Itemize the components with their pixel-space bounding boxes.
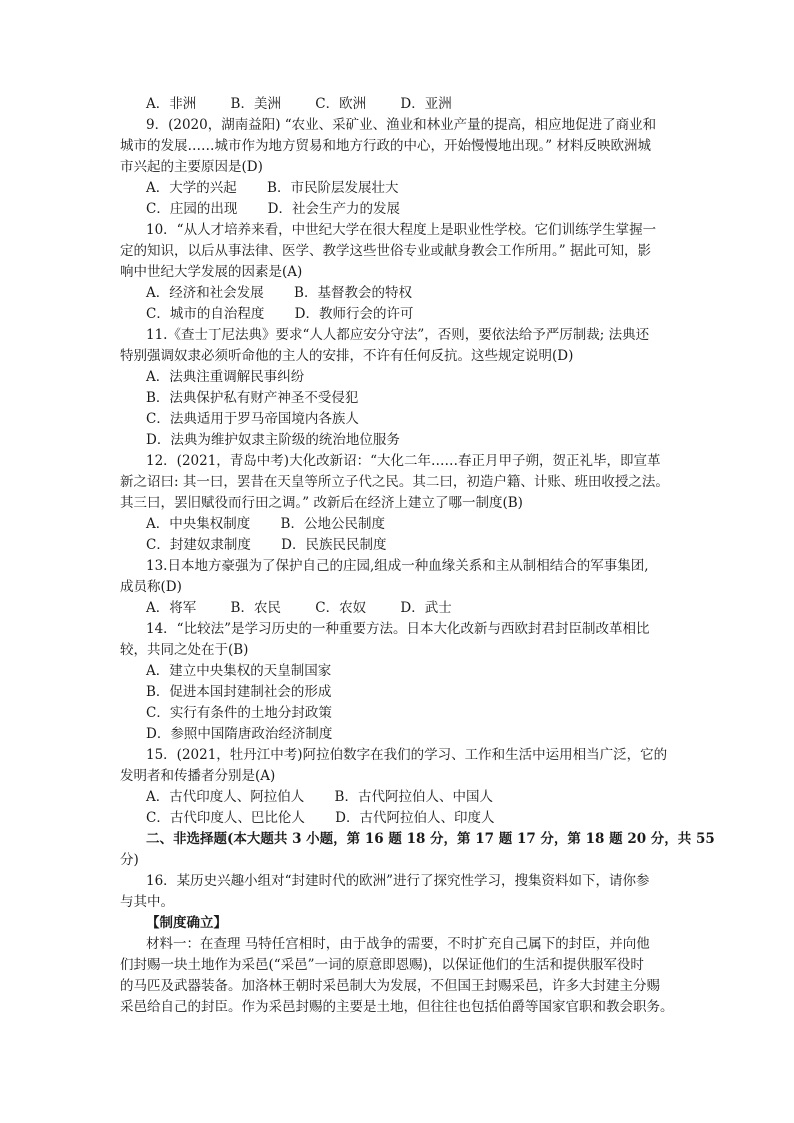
q10-stem-line: 响中世纪大学发展的因素是(A) [120,264,303,280]
q11-option-c: C．法典适用于罗马帝国境内各族人 [146,411,359,427]
q10-stem-line: 定的知识，以后从事法律、医学、教学这些世俗专业或献身教会工作所用。” 据此可知，影 [120,243,651,259]
q15-option-b: B．古代阿拉伯人、中国人 [334,789,493,805]
q9-option-d: D．社会生产力的发展 [267,201,400,217]
q12-option-d: D．民族民民制度 [281,537,387,553]
q13-options [120,598,682,619]
q10-options-row [120,304,682,325]
section-heading-cont: 分) [120,852,139,868]
q11-option-a: A．法典注重调解民事纠纷 [146,369,305,385]
q8-options [120,94,682,115]
q9-options-row [120,178,682,199]
q15-options-row [120,808,682,829]
q12-option-b: B．公地公民制度 [280,516,385,532]
q11-option-b: B．法典保护私有财产神圣不受侵犯 [146,390,359,406]
q11-stem-line: 特别强调奴隶必须听命他的主人的安排，不许有任何反抗。这些规定说明(D) [120,348,574,364]
section-heading: 二、非选择题(本大题共 3 小题，第 16 题 18 分，第 17 题 17 分，第 18 题 20 分，共 55 [146,831,715,847]
q12-stem-line: 新之诏曰: 其一曰，罢昔在天皇等所立子代之民。其二曰，初造户籍、计账、班田收授之法。 [120,474,669,490]
q13-stem-line: 成员称(D) [120,579,182,595]
q8-option-d: D．亚洲 [400,96,452,112]
q15-stem-line: 15．(2021，牡丹江中考)阿拉伯数字在我们的学习、工作和生活中运用相当广泛，它的 [146,747,668,763]
material-one-line: 采邑给自己的封臣。作为采邑封赐的主要是土地，但往往也包括伯爵等国家官职和教会职务。 [120,999,674,1015]
q9-options-row [120,199,682,220]
q9-option-c: C．庄园的出现 [146,201,238,217]
q9-option-a: A．大学的兴起 [146,180,237,196]
q13-option-d: D．武士 [400,600,452,616]
q10-option-b: B．基督教会的特权 [294,285,412,301]
q15-option-d: D．古代阿拉伯人、印度人 [335,810,495,826]
q11-option-d: D．法典为维护奴隶主阶级的统治地位服务 [146,432,400,448]
q9-option-b: B．市民阶层发展壮大 [267,180,399,196]
q14-stem-line: 14．“比较法”是学习历史的一种重要方法。日本大化改新与西欧封君封臣制改革相比 [146,621,650,637]
q14-option-d: D．参照中国隋唐政治经济制度 [146,726,333,742]
q10-option-d: D．教师行会的许可 [294,306,414,322]
q15-options-row [120,787,682,808]
q12-option-a: A．中央集权制度 [146,516,251,532]
q15-option-a: A．古代印度人、阿拉伯人 [146,789,305,805]
q8-option-c: C．欧洲 [315,96,367,112]
q12-options-row [120,535,682,556]
q14-option-c: C．实行有条件的土地分封政策 [146,705,332,721]
q13-stem-line: 13.日本地方豪强为了保护自己的庄园,组成一种血缘关系和主从制相结合的军事集团, [146,558,649,574]
q12-options-row [120,514,682,535]
q10-option-a: A．经济和社会发展 [146,285,264,301]
q8-option-b: B．美洲 [230,96,281,112]
material-one-line: 的马匹及武器装备。加洛林王朝时采邑制大为发展，不但国王封赐采邑，许多大封建主分赐 [120,978,660,994]
q13-option-b: B．农民 [230,600,281,616]
q12-stem-line: 其三曰，罢旧赋役而行田之调。” 改新后在经济上建立了哪一制度(B) [120,495,523,511]
q14-stem-line: 较，共同之处在于(B) [120,642,249,658]
q9-stem-line: 市兴起的主要原因是(D) [120,159,263,175]
q14-option-b: B．促进本国封建制社会的形成 [146,684,332,700]
q10-stem-line: 10．“从人才培养来看，中世纪大学在很大程度上是职业性学校。它们训练学生掌握一 [146,222,657,238]
q12-stem-line: 12．(2021，青岛中考)大化改新诏：“大化二年……春正月甲子朔，贺正礼毕，即宣革 [146,453,661,469]
q16-subheading: 【制度确立】 [146,915,227,931]
q14-option-a: A．建立中央集权的天皇制国家 [146,663,332,679]
q11-stem-line: 11.《查士丁尼法典》要求“人人都应安分守法”，否则，要依法给予严厉制裁; 法典还 [146,327,650,343]
q8-option-a: A．非洲 [146,96,197,112]
material-one-line: 们封赐一块土地作为采邑(“采邑”一词的原意即恩赐)，以保证他们的生活和提供服军役时 [120,957,644,973]
q15-stem-line: 发明者和传播者分别是(A) [120,768,276,784]
q13-option-c: C．农奴 [315,600,367,616]
q16-stem-line: 16．某历史兴趣小组对“封建时代的欧洲”进行了探究性学习，搜集资料如下，请你参 [146,873,650,889]
q10-options-row [120,283,682,304]
material-one-line: 材料一：在查理 马特任宫相时，由于战争的需要，不时扩充自己属下的封臣，并向他 [146,936,650,952]
q16-stem-line: 与其中。 [120,894,174,910]
q10-option-c: C．城市的自治程度 [146,306,265,322]
q15-option-c: C．古代印度人、巴比伦人 [146,810,305,826]
q13-option-a: A．将军 [146,600,197,616]
q9-stem-line: 9．(2020，湖南益阳) “农业、采矿业、渔业和林业产量的提高，相应地促进了商业和 [146,117,657,133]
q12-option-c: C．封建奴隶制度 [146,537,251,553]
q9-stem-line: 城市的发展……城市作为地方贸易和地方行政的中心，开始慢慢地出现。” 材料反映欧洲城 [120,138,651,154]
